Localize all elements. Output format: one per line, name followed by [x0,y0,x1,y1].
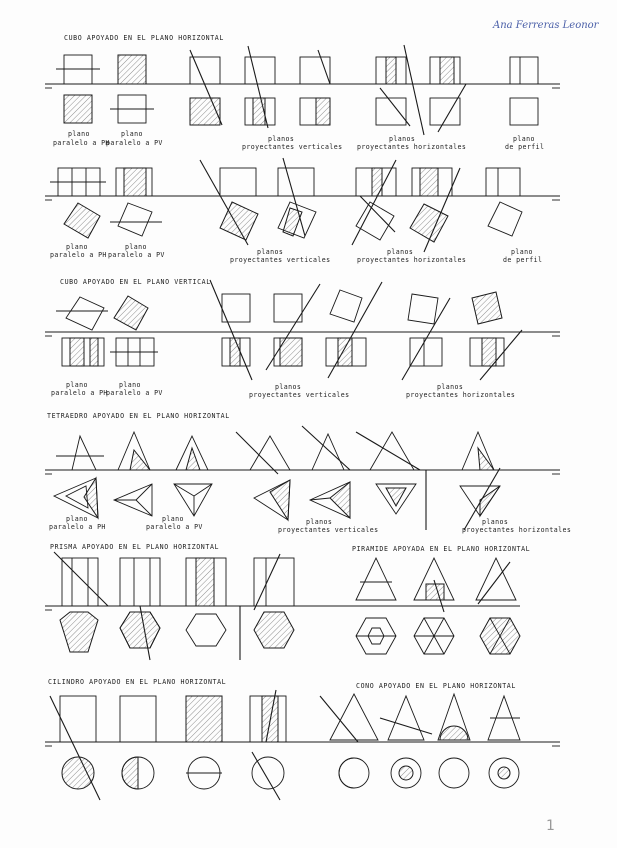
label-proy-horiz: proyectantes horizontales [357,256,467,264]
label-paralelo-pv: paralelo a PV [106,389,163,397]
label-proy-horiz: proyectantes horizontales [357,143,467,151]
label-de-perfil: de perfil [505,143,545,151]
cilindro-row [45,690,560,800]
label-plano: plano [125,243,147,251]
label-paralelo-ph: paralelo a PH [51,389,108,397]
label-proy-horiz: proyectantes horizontales [462,526,572,534]
label-plano: plano [68,130,90,138]
label-planos: planos [275,383,302,391]
label-plano: plano [511,248,533,256]
label-plano: plano [66,515,88,523]
label-planos: planos [306,518,333,526]
label-proy-vert: proyectantes verticales [249,391,350,399]
label-proy-vert: proyectantes verticales [278,526,379,534]
label-planos: planos [387,248,414,256]
label-plano: plano [119,381,141,389]
label-paralelo-pv: paralelo a PV [108,251,165,259]
title-cubo-horizontal: CUBO APOYADO EN EL PLANO HORIZONTAL [64,34,224,42]
title-cilindro: CILINDRO APOYADO EN EL PLANO HORIZONTAL [48,678,227,686]
label-planos: planos [257,248,284,256]
prisma-row [45,552,520,660]
cube-row-1 [45,45,560,135]
cube-row-3 [45,280,560,380]
tetra-row [45,426,560,530]
label-plano: plano [513,135,535,143]
label-planos: planos [482,518,509,526]
label-plano: plano [162,515,184,523]
label-paralelo-ph: paralelo a PH [50,251,107,259]
label-paralelo-pv: paralelo a PV [146,523,203,531]
label-plano: plano [121,130,143,138]
title-tetraedro: TETRAEDRO APOYADO EN EL PLANO HORIZONTAL [47,412,230,420]
label-proy-vert: proyectantes verticales [242,143,343,151]
label-paralelo-ph: paralelo a PH [53,139,110,147]
title-cono: CONO APOYADO EN EL PLANO HORIZONTAL [356,682,516,690]
author-signature: Ana Ferreras Leonor [493,20,599,31]
title-cubo-vertical: CUBO APOYADO EN EL PLANO VERTICAL [60,278,211,286]
label-plano: plano [66,243,88,251]
label-planos: planos [268,135,295,143]
label-planos: planos [437,383,464,391]
title-piramide: PIRAMIDE APOYADA EN EL PLANO HORIZONTAL [352,545,531,553]
cube-row-2 [45,158,560,252]
label-plano: plano [66,381,88,389]
label-planos: planos [389,135,416,143]
title-prisma: PRISMA APOYADO EN EL PLANO HORIZONTAL [50,543,220,551]
label-paralelo-pv: paralelo a PV [106,139,163,147]
page-number: 1 [546,818,555,834]
label-de-perfil: de perfil [503,256,543,264]
label-proy-horiz: proyectantes horizontales [406,391,516,399]
label-proy-vert: proyectantes verticales [230,256,331,264]
label-paralelo-ph: paralelo a PH [49,523,106,531]
